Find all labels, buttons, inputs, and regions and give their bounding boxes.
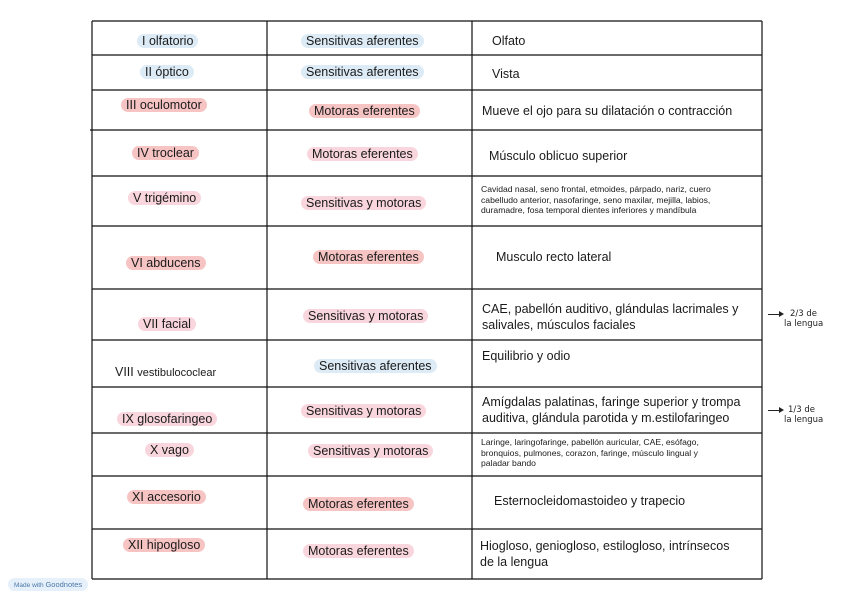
- side-note: 1/3 de la lengua: [784, 405, 824, 425]
- nerve-name: IX glosofaringeo: [117, 411, 217, 427]
- nerve-function: Amígdalas palatinas, faringe superior y trompa auditiva, glándula parotida y m.estilofaringeo: [482, 395, 741, 425]
- nerve-type: Sensitivas aferentes: [301, 33, 424, 49]
- side-note: 2/3 de la lengua: [784, 309, 824, 329]
- nerve-type: Motoras eferentes: [307, 146, 418, 162]
- nerve-type: Sensitivas aferentes: [314, 358, 437, 374]
- nerve-function: Vista: [492, 67, 520, 81]
- nerve-function: Olfato: [492, 34, 526, 48]
- nerve-name: XII hipogloso: [123, 537, 205, 553]
- nerve-function: Mueve el ojo para su dilatación o contracción: [482, 104, 733, 118]
- nerve-type: Motoras eferentes: [303, 543, 414, 559]
- nerve-name: II óptico: [140, 64, 194, 80]
- nerve-type: Sensitivas y motoras: [301, 403, 426, 419]
- nerve-function: Hiogloso, geniogloso, estilogloso, intrínsecos de la lengua: [480, 539, 730, 569]
- nerve-function: Laringe, laringofaringe, pabellón auricular, CAE, esófago, bronquios, pulmones, corazon, faringe, músculo lingual y paladar bando: [481, 437, 699, 468]
- nerve-function: Musculo recto lateral: [496, 250, 612, 264]
- nerve-type: Motoras eferentes: [303, 496, 414, 512]
- nerve-name: I olfatorio: [137, 33, 198, 49]
- nerve-function: Esternocleidomastoideo y trapecio: [494, 494, 686, 508]
- nerve-name: XI accesorio: [127, 489, 206, 505]
- nerve-function: Equilibrio y odio: [482, 349, 571, 363]
- nerve-name: IV troclear: [132, 145, 199, 161]
- nerve-name: VII facial: [138, 316, 196, 332]
- nerve-type: Sensitivas aferentes: [301, 64, 424, 80]
- goodnotes-badge[interactable]: Made with Goodnotes: [8, 578, 88, 591]
- nerve-type: Sensitivas y motoras: [308, 443, 433, 459]
- nerve-type: Sensitivas y motoras: [301, 195, 426, 211]
- nerve-name: V trigémino: [128, 190, 201, 206]
- nerve-name: X vago: [145, 442, 194, 458]
- nerve-function: CAE, pabellón auditivo, glándulas lacrimales y salivales, músculos faciales: [482, 302, 739, 332]
- nerve-name: VI abducens: [126, 255, 206, 271]
- nerve-type: Motoras eferentes: [309, 103, 420, 119]
- nerve-type: Sensitivas y motoras: [303, 308, 428, 324]
- nerve-name: VIII vestibulococlear: [115, 365, 217, 379]
- nerve-name: III oculomotor: [121, 97, 207, 113]
- nerve-function: Cavidad nasal, seno frontal, etmoides, párpado, nariz, cuero cabelludo anterior, nasofaringe, seno maxilar, mejilla, labios, duramadre, fosa temporal dientes inferiores y mandíbula: [481, 184, 711, 215]
- nerve-function: Músculo oblicuo superior: [489, 149, 628, 163]
- nerve-type: Motoras eferentes: [313, 249, 424, 265]
